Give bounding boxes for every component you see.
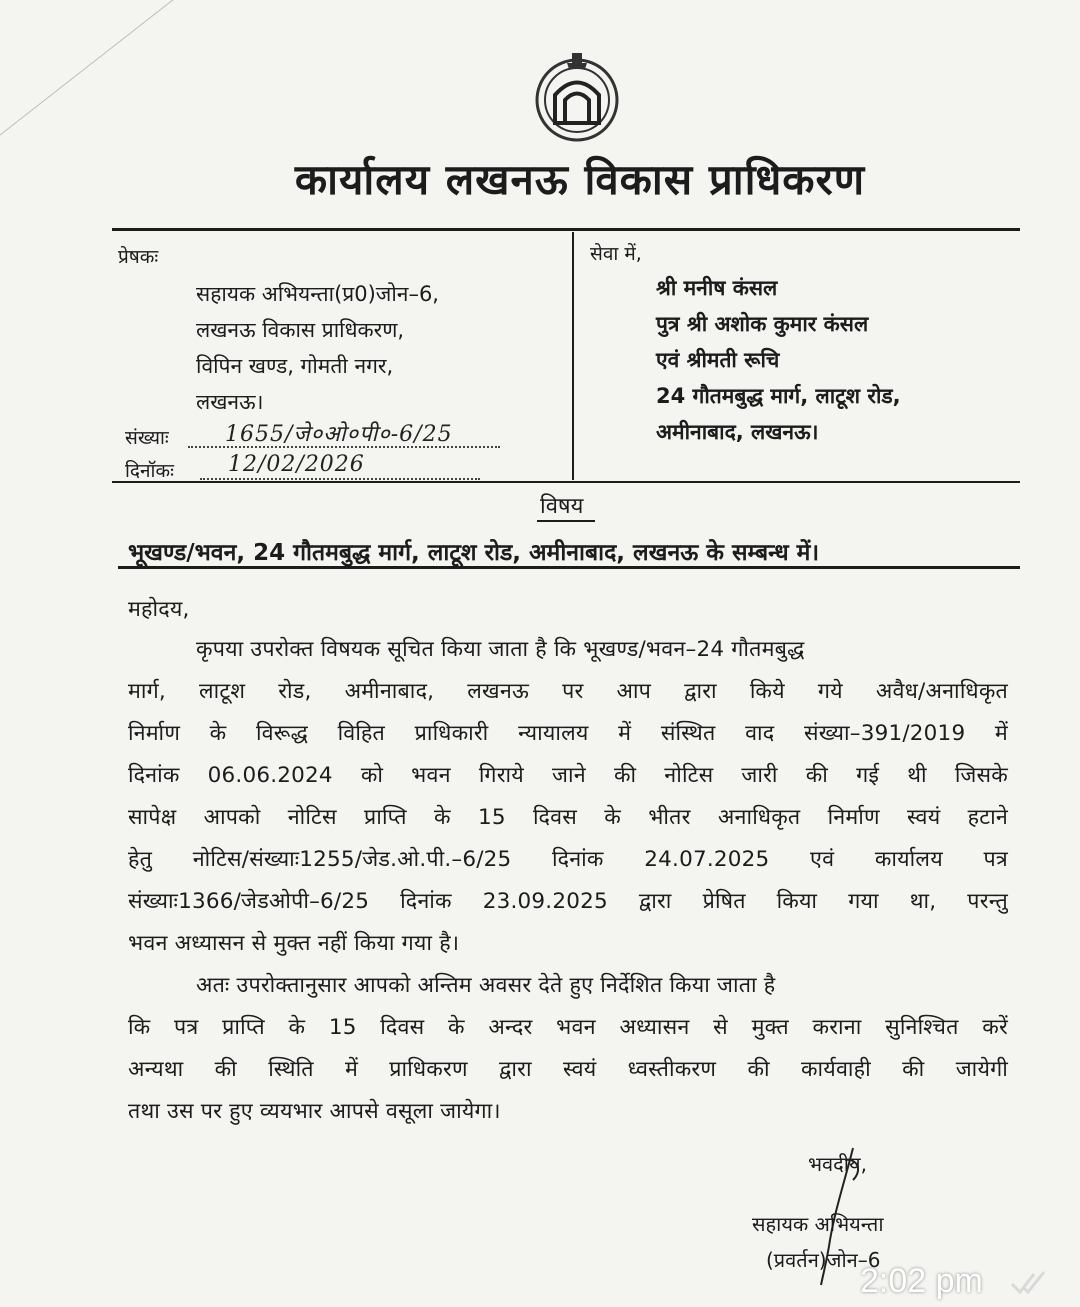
body-line: सापेक्ष आपको नोटिस प्राप्ति के 15 दिवस के भीतर अनाधिकृत निर्माण स्वयं हटाने xyxy=(128,805,1008,830)
recipient-line: एवं श्रीमती रूचि xyxy=(656,348,780,372)
office-title: कार्यालय लखनऊ विकास प्राधिकरण xyxy=(294,155,866,204)
header-vertical-divider xyxy=(572,232,574,480)
subject-heading: विषय xyxy=(540,494,584,519)
subject-heading-underline xyxy=(537,520,595,522)
double-check-icon xyxy=(1010,1268,1050,1298)
salutation: महोदय, xyxy=(128,597,190,622)
sender-line: लखनऊ विकास प्राधिकरण, xyxy=(196,318,405,342)
letter-number-label: संख्याः xyxy=(125,427,169,449)
letter-date-label: दिनॉकः xyxy=(125,460,174,482)
body-line: कृपया उपरोक्त विषयक सूचित किया जाता है कि भूखण्ड/भवन–24 गौतमबुद्ध xyxy=(196,637,805,662)
recipient-line: 24 गौतमबुद्ध मार्ग, लाटूश रोड, xyxy=(656,384,901,408)
body-line: हेतु नोटिस/संख्याः1255/जेड.ओ.पी.–6/25 दिनांक 24.07.2025 एवं कार्यालय पत्र xyxy=(128,847,1008,872)
signatory-designation: सहायक अभियन्ता xyxy=(752,1212,884,1236)
sender-line: लखनऊ। xyxy=(196,390,264,414)
sender-line: सहायक अभियन्ता(प्र0)जोन–6, xyxy=(196,282,439,306)
body-line: निर्माण के विरूद्ध विहित प्राधिकारी न्यायालय में संस्थित वाद संख्या–391/2019 में xyxy=(128,721,1008,746)
message-timestamp: 2:02 pm xyxy=(860,1262,983,1300)
body-line: अतः उपरोक्तानुसार आपको अन्तिम अवसर देते हुए निर्देशित किया जाता है xyxy=(196,973,776,998)
paper-fold-line xyxy=(0,0,209,151)
subject-text: भूखण्ड/भवन, 24 गौतमबुद्ध मार्ग, लाटूश रोड, अमीनाबाद, लखनऊ के सम्बन्ध में। xyxy=(128,540,820,566)
recipient-line: अमीनाबाद, लखनऊ। xyxy=(656,420,819,444)
recipient-label: सेवा में, xyxy=(590,243,642,265)
sender-label: प्रेषकः xyxy=(118,246,159,268)
body-line: दिनांक 06.06.2024 को भवन गिराये जाने की नोटिस जारी की गई थी जिसके xyxy=(128,763,1008,788)
body-line: कि पत्र प्राप्ति के 15 दिवस के अन्दर भवन अध्यासन से मुक्त कराना सुनिश्चित करें xyxy=(128,1015,1008,1040)
signatory-zone: (प्रवर्तन)जोन–6 xyxy=(766,1248,881,1272)
body-line: अन्यथा की स्थिति में प्राधिकरण द्वारा स्वयं ध्वस्तीकरण की कार्यवाही की जायेगी xyxy=(128,1057,1008,1082)
header-top-rule xyxy=(112,228,1020,231)
subject-underline xyxy=(118,566,1020,569)
letter-date-dots xyxy=(200,478,480,480)
body-line: तथा उस पर हुए व्ययभार आपसे वसूला जायेगा। xyxy=(128,1099,501,1124)
letter-number-value: 1655/जे०ओ०पी०-6/25 xyxy=(225,422,453,447)
letter-date-value: 12/02/2026 xyxy=(228,452,365,477)
recipient-line: श्री मनीष कंसल xyxy=(656,276,778,300)
body-line: भवन अध्यासन से मुक्त नहीं किया गया है। xyxy=(128,931,460,956)
header-bottom-rule xyxy=(112,481,1020,483)
recipient-line: पुत्र श्री अशोक कुमार कंसल xyxy=(656,312,869,336)
body-line: संख्याः1366/जेडओपी–6/25 दिनांक 23.09.2025 द्वारा प्रेषित किया गया था, परन्तु xyxy=(128,889,1008,914)
body-line: मार्ग, लाटूश रोड, अमीनाबाद, लखनऊ पर आप द्वारा किये गये अवैध/अनाधिकृत xyxy=(128,679,1008,704)
sender-line: विपिन खण्ड, गोमती नगर, xyxy=(196,354,394,378)
lda-emblem-icon xyxy=(515,45,640,145)
closing: भवदीय, xyxy=(808,1152,867,1176)
